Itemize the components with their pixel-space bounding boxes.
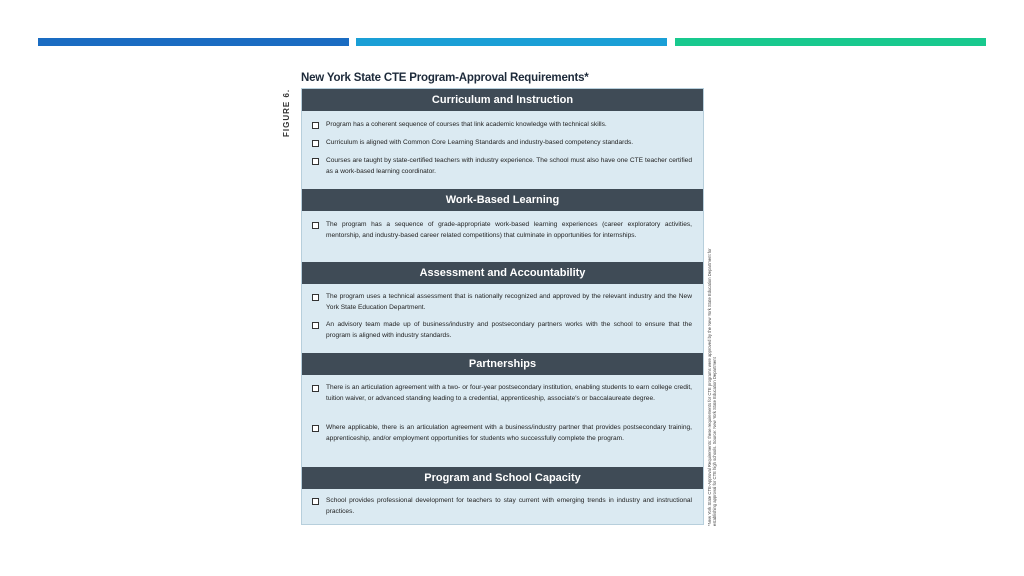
checkbox-icon — [312, 385, 319, 392]
section-header-capacity: Program and School Capacity — [302, 467, 703, 489]
checkbox-icon — [312, 294, 319, 301]
list-item: An advisory team made up of business/industry and postsecondary partners works with the school to ensure that the program is aligned with industry standards. — [312, 320, 692, 342]
list-item: Curriculum is aligned with Common Core Learning Standards and industry-based competency standards. — [312, 138, 692, 149]
list-item: The program has a sequence of grade-appropriate work-based learning experiences (career exploratory activities, mentorship, and industry-based career related competitions) that culminate in opportunities for internships. — [312, 220, 692, 242]
checkbox-icon — [312, 122, 319, 129]
checkbox-icon — [312, 158, 319, 165]
figure-title: New York State CTE Program-Approval Requirements* — [301, 72, 589, 84]
list-item: School provides professional development for teachers to stay current with emerging trends in industry and instructional practices. — [312, 496, 692, 518]
requirements-panel — [301, 88, 704, 525]
figure-side-note: *New York State CTE-Approval Requirements: these requirements for CTE programs were approved by the New York State Education Department for establishing approval for CTE high schools. Source: New York State Education Department — [707, 248, 717, 526]
list-item: Where applicable, there is an articulation agreement with a business/industry partner that provides postsecondary training, apprenticeship, and/or employment opportunities for students who successfully complete the program. — [312, 423, 692, 445]
section-header-curriculum: Curriculum and Instruction — [302, 89, 703, 111]
list-item: The program uses a technical assessment that is nationally recognized and approved by the relevant industry and the New York State Education Department. — [312, 292, 692, 314]
checkbox-icon — [312, 322, 319, 329]
list-item: Courses are taught by state-certified teachers with industry experience. The school must also have one CTE teacher certified as a work-based learning coordinator. — [312, 156, 692, 178]
section-header-work-based: Work-Based Learning — [302, 189, 703, 211]
checkbox-icon — [312, 498, 319, 505]
section-header-partnerships: Partnerships — [302, 353, 703, 375]
checkbox-icon — [312, 425, 319, 432]
accent-bar-light-blue — [356, 38, 667, 46]
accent-bar-blue — [38, 38, 349, 46]
checkbox-icon — [312, 140, 319, 147]
list-item: Program has a coherent sequence of courses that link academic knowledge with technical skills. — [312, 120, 692, 131]
section-header-assessment: Assessment and Accountability — [302, 262, 703, 284]
checkbox-icon — [312, 222, 319, 229]
accent-bar-green — [675, 38, 986, 46]
figure-label: FIGURE 6. — [282, 88, 291, 138]
list-item: There is an articulation agreement with a two- or four-year postsecondary institution, enabling students to earn college credit, tuition waiver, or advanced standing leading to a credential, apprenticeship, associate's or baccalaureate degree. — [312, 383, 692, 405]
